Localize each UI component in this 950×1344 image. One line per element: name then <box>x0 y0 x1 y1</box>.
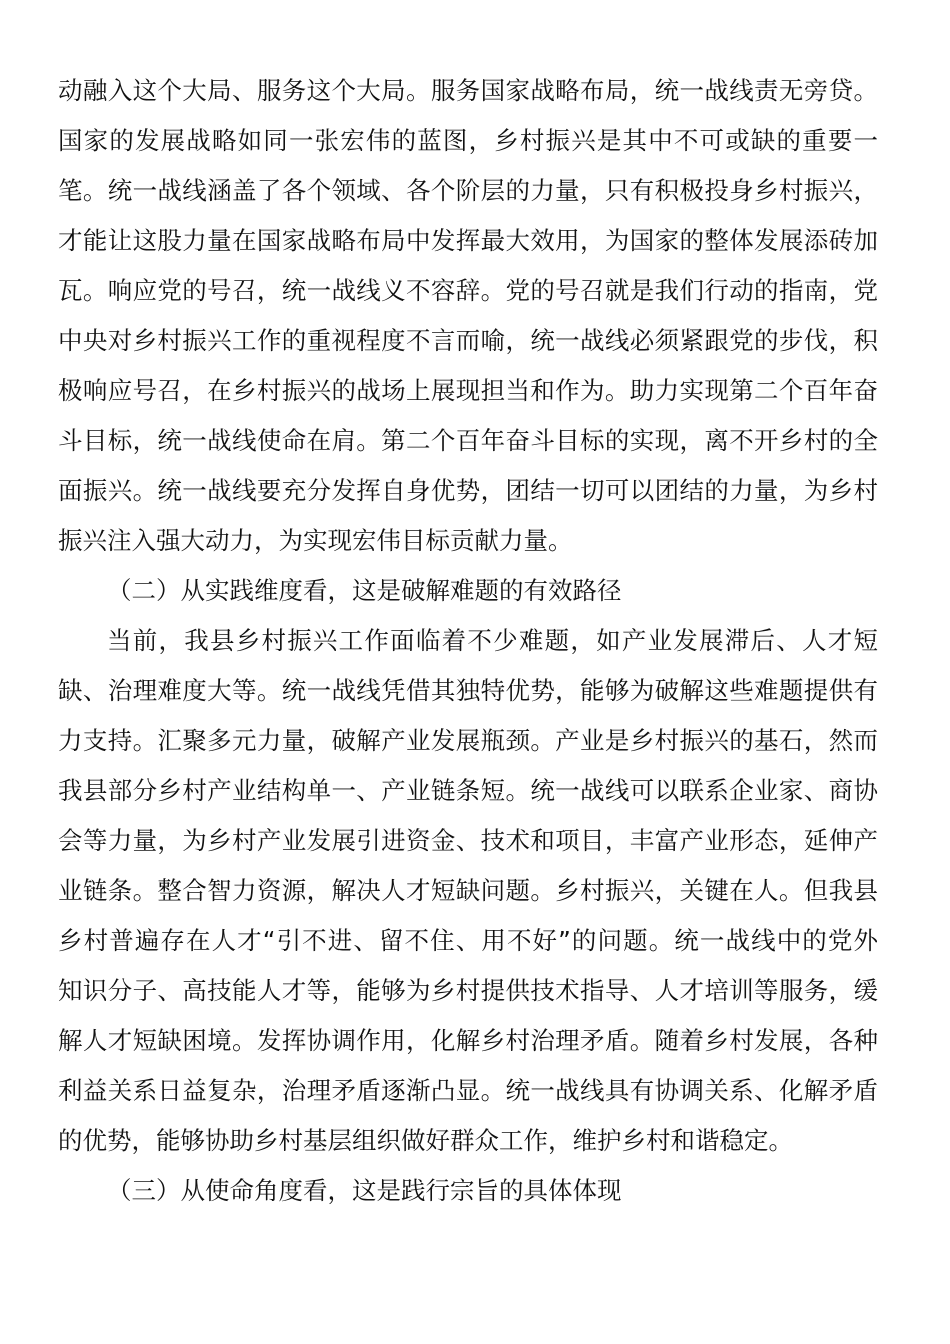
document-page <box>58 66 878 1216</box>
section-heading-3: （三）从使命角度看，这是践行宗旨的具体体现 <box>107 1176 622 1205</box>
section-heading-2: （二）从实践维度看，这是破解难题的有效路径 <box>107 576 622 605</box>
text-line: 我县部分乡村产业结构单一、产业链条短。统一战线可以联系企业家、商协 <box>58 776 878 805</box>
text-line: 斗目标，统一战线使命在肩。第二个百年奋斗目标的实现，离不开乡村的全 <box>58 426 878 455</box>
text-line: 会等力量，为乡村产业发展引进资金、技术和项目，丰富产业形态，延伸产 <box>58 826 878 855</box>
paragraph-1 <box>58 66 878 566</box>
text-line: 业链条。整合智力资源，解决人才短缺问题。乡村振兴，关键在人。但我县 <box>58 876 878 905</box>
text-line: 振兴注入强大动力，为实现宏伟目标贡献力量。 <box>58 526 573 555</box>
text-line: 才能让这股力量在国家战略布局中发挥最大效用，为国家的整体发展添砖加 <box>58 226 878 255</box>
text-line: 力支持。汇聚多元力量，破解产业发展瓶颈。产业是乡村振兴的基石，然而 <box>58 726 878 755</box>
text-line: 极响应号召，在乡村振兴的战场上展现担当和作为。助力实现第二个百年奋 <box>58 376 878 405</box>
text-line: 面振兴。统一战线要充分发挥自身优势，团结一切可以团结的力量，为乡村 <box>58 476 878 505</box>
text-line: 乡村普遍存在人才“引不进、留不住、用不好”的问题。统一战线中的党外 <box>58 926 878 955</box>
text-line: 缺、治理难度大等。统一战线凭借其独特优势，能够为破解这些难题提供有 <box>58 676 878 705</box>
text-line: 中央对乡村振兴工作的重视程度不言而喻，统一战线必须紧跟党的步伐，积 <box>58 326 878 355</box>
text-line: 动融入这个大局、服务这个大局。服务国家战略布局，统一战线责无旁贷。 <box>58 76 878 105</box>
text-line: 的优势，能够协助乡村基层组织做好群众工作，维护乡村和谐稳定。 <box>58 1126 793 1155</box>
text-line: 笔。统一战线涵盖了各个领域、各个阶层的力量，只有积极投身乡村振兴， <box>58 176 878 205</box>
text-line: 当前，我县乡村振兴工作面临着不少难题，如产业发展滞后、人才短 <box>107 626 878 655</box>
text-line: 利益关系日益复杂，治理矛盾逐渐凸显。统一战线具有协调关系、化解矛盾 <box>58 1076 878 1105</box>
paragraph-2 <box>58 616 878 1166</box>
text-line: 知识分子、高技能人才等，能够为乡村提供技术指导、人才培训等服务，缓 <box>58 976 878 1005</box>
text-line: 瓦。响应党的号召，统一战线义不容辞。党的号召就是我们行动的指南，党 <box>58 276 878 305</box>
text-line: 解人才短缺困境。发挥协调作用，化解乡村治理矛盾。随着乡村发展，各种 <box>58 1026 878 1055</box>
text-line: 国家的发展战略如同一张宏伟的蓝图，乡村振兴是其中不可或缺的重要一 <box>58 126 878 155</box>
